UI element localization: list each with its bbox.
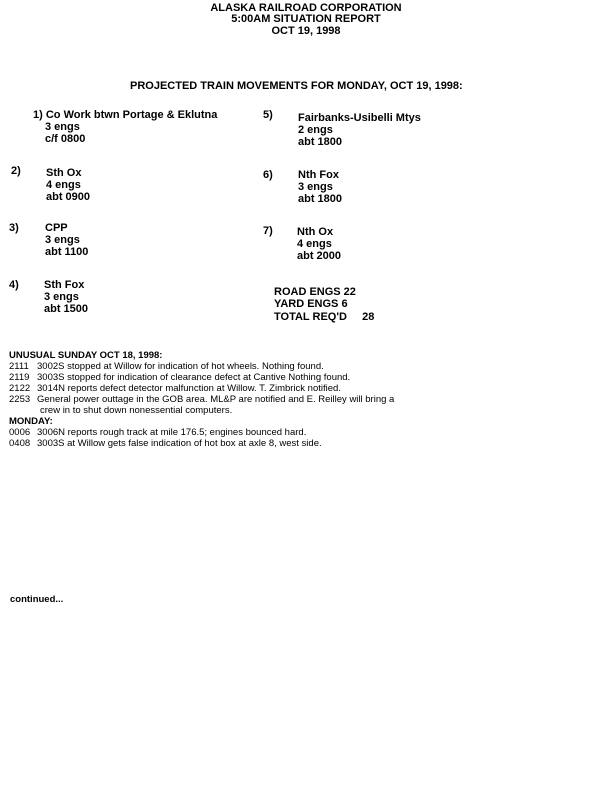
entry-text: 3003S stopped for indication of clearance defect at Cantive Nothing found. — [37, 372, 351, 383]
movement-engs: 4 engs — [46, 179, 81, 191]
movement-number: 1) — [33, 109, 43, 121]
movement-time: abt 0900 — [46, 191, 91, 203]
entry-time: 0408 — [9, 438, 31, 449]
movement-1 — [33, 109, 217, 145]
entry-text: 3003S at Willow gets false indication of hot box at axle 8, west side. — [37, 438, 322, 449]
entry-time: 2253 — [9, 394, 31, 405]
events-log — [9, 350, 394, 449]
movement-name: Nth Fox — [298, 169, 339, 181]
movement-engs: 4 engs — [297, 238, 332, 250]
movement-time: abt 1800 — [298, 193, 343, 205]
entry-time: 2119 — [9, 372, 30, 383]
movement-name: Sth Ox — [46, 167, 82, 179]
log-entry — [9, 427, 394, 438]
movement-6 — [298, 169, 342, 205]
entry-text: 3006N reports rough track at mile 176.5; engines bounced hard. — [37, 427, 307, 438]
movement-name: CPP — [45, 222, 68, 234]
log-entry — [9, 438, 394, 449]
movement-4-number: 4) — [9, 279, 19, 291]
movement-3-number: 3) — [9, 222, 19, 234]
continued-note: continued... — [10, 594, 64, 605]
log-entry — [9, 394, 394, 405]
monday-title: MONDAY: — [9, 416, 53, 427]
movement-name: Fairbanks-Usibelli Mtys — [298, 112, 421, 124]
entry-time: 2111 — [9, 361, 29, 372]
movement-7 — [297, 226, 341, 262]
log-entry — [9, 372, 394, 383]
report-date: OCT 19, 1998 — [271, 25, 341, 37]
entry-time: 2122 — [9, 383, 31, 394]
road-engs: ROAD ENGS 22 — [274, 286, 356, 298]
movement-name: Co Work btwn Portage & Eklutna — [45, 109, 218, 121]
sunday-title: UNUSUAL SUNDAY OCT 18, 1998: — [9, 350, 163, 361]
log-entry — [9, 383, 394, 394]
report-title: 5:00AM SITUATION REPORT — [231, 13, 381, 25]
entry-text: 3014N reports defect detector malfunction at Willow. T. Zimbrick notified. — [37, 383, 341, 394]
movement-engs: 3 engs — [45, 121, 80, 133]
movement-3 — [45, 222, 88, 258]
projected-movements-title: PROJECTED TRAIN MOVEMENTS FOR MONDAY, OCT 19, 1998: — [130, 80, 463, 92]
movement-time: abt 1800 — [298, 136, 343, 148]
movement-5-number: 5) — [263, 109, 273, 121]
total-required: TOTAL REQ'D 28 — [274, 311, 375, 323]
movement-7-number: 7) — [263, 225, 273, 237]
movement-5 — [298, 112, 421, 148]
movement-engs: 3 engs — [44, 291, 79, 303]
company-name: ALASKA RAILROAD CORPORATION — [210, 2, 402, 14]
movement-engs: 2 engs — [298, 124, 333, 136]
movement-name: Nth Ox — [297, 226, 334, 238]
entry-text: 3002S stopped at Willow for indication of hot wheels. Nothing found. — [37, 361, 324, 372]
movement-engs: 3 engs — [45, 234, 80, 246]
movement-2 — [46, 167, 90, 203]
movement-name: Sth Fox — [44, 279, 85, 291]
movement-time: abt 1500 — [44, 303, 89, 315]
entry-continuation: crew in to shut down nonessential computers. — [40, 405, 233, 416]
movement-time: abt 1100 — [45, 246, 89, 258]
movement-6-number: 6) — [263, 169, 273, 181]
log-entry — [9, 361, 394, 372]
movement-4 — [44, 279, 88, 315]
movement-time: c/f 0800 — [45, 133, 86, 145]
movement-time: abt 2000 — [297, 250, 342, 262]
yard-engs: YARD ENGS 6 — [274, 298, 348, 310]
movement-engs: 3 engs — [298, 181, 333, 193]
entry-time: 0006 — [9, 427, 31, 438]
movement-2-number: 2) — [11, 165, 21, 177]
entry-text: General power outtage in the GOB area. ML&P are notified and E. Reilley will bring a — [37, 394, 395, 405]
